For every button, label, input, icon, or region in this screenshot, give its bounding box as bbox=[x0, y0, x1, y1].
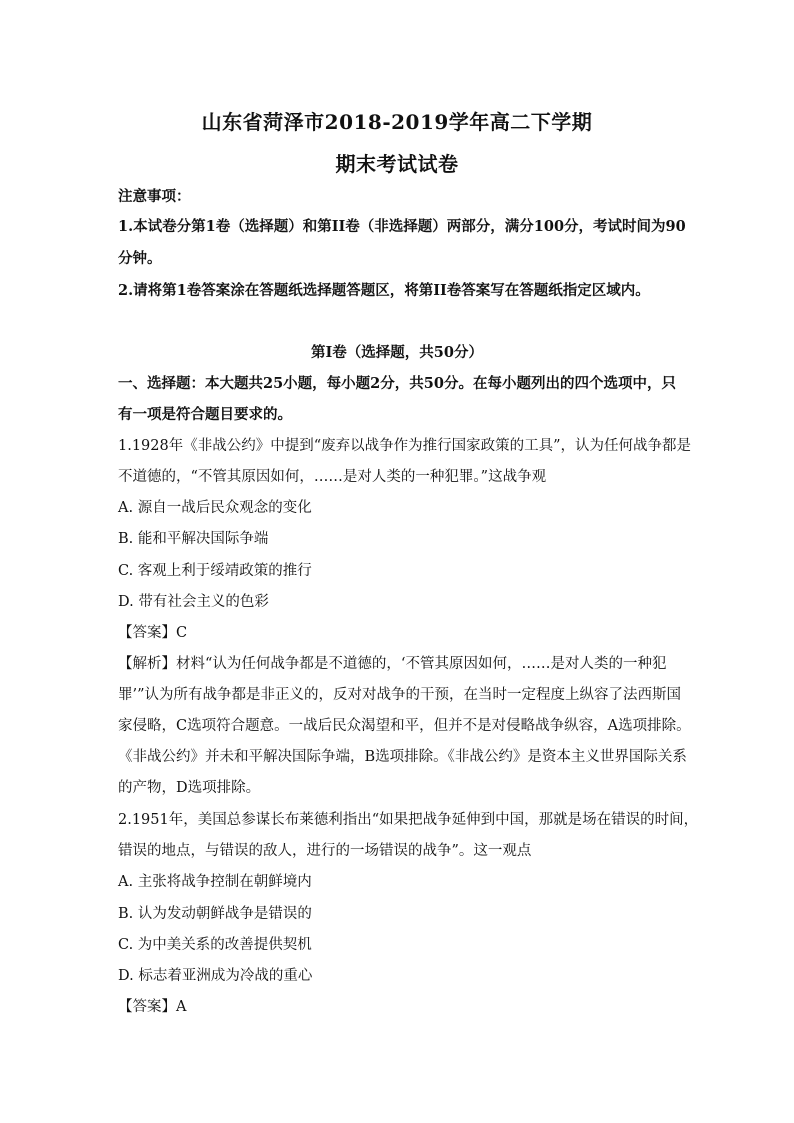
notice-item-2: 2.请将第1卷答案涂在答题纸选择题答题区，将第II卷答案写在答题纸指定区域内。 bbox=[118, 282, 650, 299]
question-1-option-b: B. 能和平解决国际争端 bbox=[118, 531, 269, 547]
question-1-analysis-line: 【解析】材料“认为任何战争都是不道德的，‘不管其原因如何，……是对人类的一种犯 bbox=[118, 656, 667, 672]
exam-title: 山东省菏泽市2018-2019学年高二下学期 bbox=[201, 110, 593, 134]
section-instructions: 一、选择题：本大题共25小题，每小题2分，共50分。在每小题列出的四个选项中，只 bbox=[118, 375, 676, 392]
question-2-option-b: B. 认为发动朝鲜战争是错误的 bbox=[118, 906, 312, 922]
question-1-option-d: D. 带有社会主义的色彩 bbox=[118, 594, 269, 610]
question-1-analysis-line: 家侵略，C选项符合题意。一战后民众渴望和平，但并不是对侵略战争纵容，A选项排除。 bbox=[118, 718, 691, 734]
question-1-stem-cont: 不道德的，“不管其原因如何，……是对人类的一种犯罪。”这战争观 bbox=[118, 469, 547, 485]
notice-item-1-cont: 分钟。 bbox=[118, 250, 162, 267]
question-1-answer: 【答案】C bbox=[118, 625, 188, 641]
question-1-stem: 1.1928年《非战公约》中提到“废弃以战争作为推行国家政策的工具”，认为任何战争都是 bbox=[118, 438, 692, 454]
notice-item-1: 1.本试卷分第1卷（选择题）和第II卷（非选择题）两部分，满分100分，考试时间为90 bbox=[118, 218, 686, 235]
question-2-option-a: A. 主张将战争控制在朝鲜境内 bbox=[118, 874, 312, 890]
question-1-option-c: C. 客观上利于绥靖政策的推行 bbox=[118, 563, 312, 579]
section-instructions-cont: 有一项是符合题目要求的。 bbox=[118, 406, 292, 423]
section-title: 第I卷（选择题，共50分） bbox=[311, 344, 483, 361]
question-2-stem-cont: 错误的地点，与错误的敌人，进行的一场错误的战争”。这一观点 bbox=[118, 843, 532, 859]
exam-subtitle: 期末考试试卷 bbox=[335, 152, 459, 176]
question-2-stem: 2.1951年，美国总参谋长布莱德利指出“如果把战争延伸到中国，那就是场在错误的时间， bbox=[118, 812, 699, 828]
question-1-analysis-line: 罪’”认为所有战争都是非正义的，反对对战争的干预，在当时一定程度上纵容了法西斯国 bbox=[118, 687, 682, 703]
notice-heading: 注意事项： bbox=[118, 188, 191, 205]
question-1-analysis-line: 《非战公约》并未和平解决国际争端，B选项排除。《非战公约》是资本主义世界国际关系 bbox=[118, 749, 687, 765]
question-2-option-c: C. 为中美关系的改善提供契机 bbox=[118, 937, 312, 953]
question-2-option-d: D. 标志着亚洲成为冷战的重心 bbox=[118, 968, 313, 984]
question-1-option-a: A. 源自一战后民众观念的变化 bbox=[118, 500, 312, 516]
question-1-analysis-line: 的产物，D选项排除。 bbox=[118, 780, 261, 796]
question-2-answer: 【答案】A bbox=[118, 999, 187, 1015]
